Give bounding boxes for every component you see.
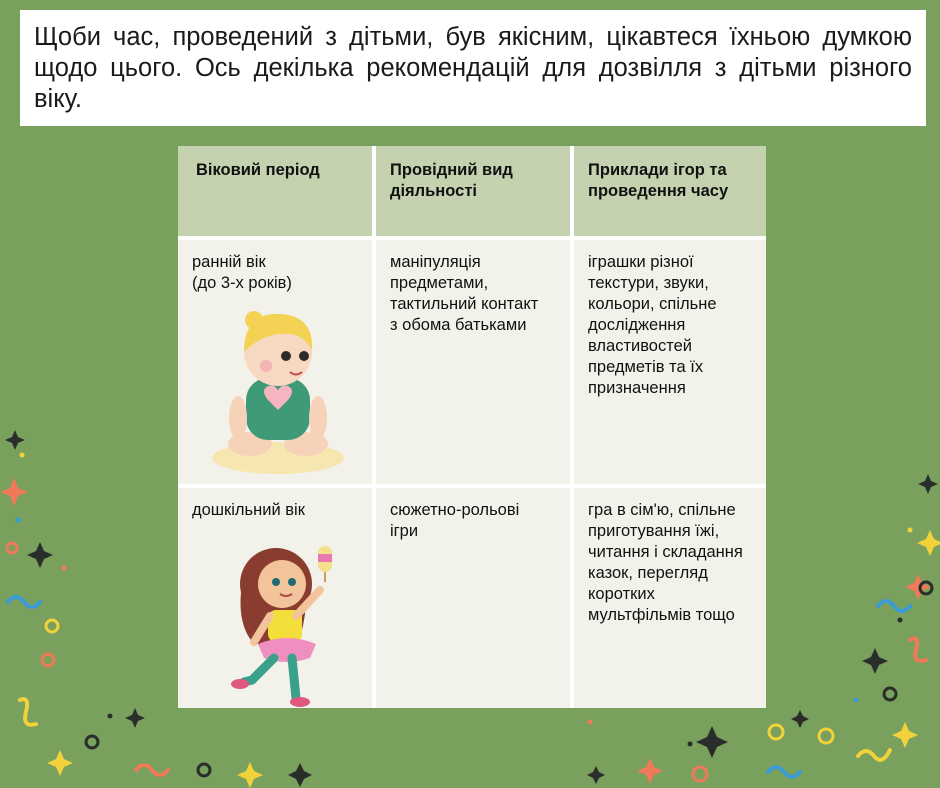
row-divider bbox=[178, 236, 766, 240]
column-divider bbox=[570, 146, 574, 708]
intro-text: Щоби час, проведений з дітьми, був якісним, цікавтеся їхньою думкою щодо цього. Ось декілька рекомендацій для дозвілля з дітьми різного віку. bbox=[20, 10, 926, 126]
header-cell-activity: Провідний вид діяльності bbox=[376, 146, 570, 236]
girl-illustration bbox=[230, 540, 360, 708]
row2-age-cell: дошкільний вік bbox=[192, 501, 305, 519]
toddler-illustration bbox=[208, 308, 348, 478]
row1-examples-cell: іграшки різної текстури, звуки, кольори, спільне дослідження властивостей предметів та їх призначення bbox=[588, 253, 717, 397]
row1-age-cell: ранній вік (до 3-х років) bbox=[192, 253, 292, 292]
row1-activity-cell: маніпуляція предметами, тактильний контакт з обома батьками bbox=[390, 253, 539, 334]
row-divider bbox=[178, 484, 766, 488]
row2-examples-cell: гра в сім'ю, спільне приготування їжі, читання і складання казок, перегляд коротких мультфільмів тощо bbox=[588, 501, 743, 624]
row2-activity-cell: сюжетно-рольові ігри bbox=[390, 501, 520, 540]
column-divider bbox=[372, 146, 376, 708]
recommendations-table bbox=[178, 146, 766, 708]
header-cell-examples: Приклади ігор та проведення часу bbox=[574, 146, 766, 236]
header-cell-age: Віковий період bbox=[178, 146, 372, 236]
